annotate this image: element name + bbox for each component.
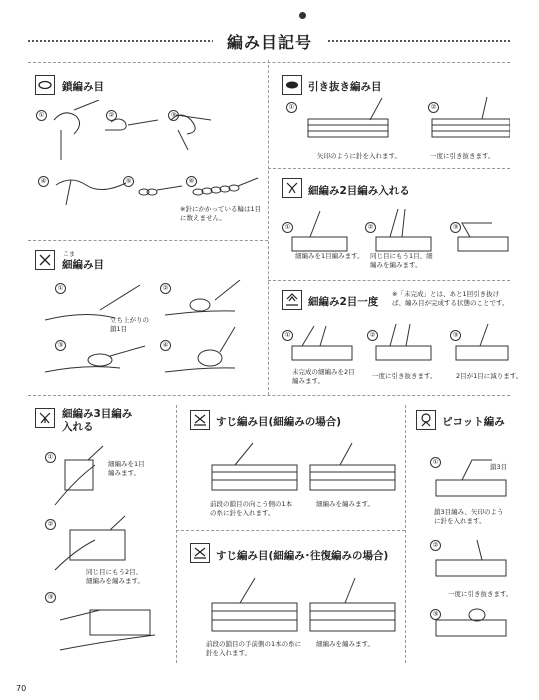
divider	[176, 405, 177, 663]
sc2inc-caption-2: 同じ目にもう1目、細編みを編みます。	[370, 252, 433, 269]
step-number: ③	[450, 222, 461, 233]
slip-title: 引き抜き編み目	[308, 81, 382, 93]
step-number: ①	[282, 222, 293, 233]
step-number: ③	[450, 330, 461, 341]
step-number: ②	[367, 330, 378, 341]
sc2inc-symbol-icon	[282, 178, 302, 198]
flo-illustration	[210, 440, 400, 495]
flo-rt-caption-1: 前段の鎖目の手前側の1本の糸に針を入れます。	[206, 640, 302, 657]
step-number: ①	[282, 330, 293, 341]
flo-rt-title: すじ編み目(細編み･往復編みの場合)	[216, 550, 389, 562]
sc-caption: 立ち上がりの鎖1目	[110, 316, 149, 333]
slip-caption-2: 一度に引き抜きます。	[430, 152, 495, 160]
flo-rt-caption-2: 細編みを編みます。	[316, 640, 374, 648]
step-number: ③	[45, 592, 56, 603]
sc3inc-caption-1: 細編みを1目編みます。	[108, 460, 145, 477]
step-number: ④	[160, 340, 171, 351]
step-number: ③	[55, 340, 66, 351]
page-marker-dot	[299, 12, 306, 19]
step-number: ②	[428, 102, 439, 113]
step-number: ①	[55, 283, 66, 294]
divider	[405, 405, 406, 663]
picot-caption-2: 一度に引き抜きます。	[448, 590, 513, 598]
step-number: ①	[36, 110, 47, 121]
step-number: ①	[45, 452, 56, 463]
chain-title: 鎖編み目	[62, 81, 104, 93]
sc3inc-symbol-icon	[35, 408, 55, 428]
divider	[28, 240, 268, 241]
divider	[268, 60, 269, 395]
sc2tog-caption-1: 未完成の細編みを2目編みます。	[292, 368, 355, 385]
flo-rt-illustration	[210, 575, 400, 635]
flo-caption-2: 細編みを編みます。	[316, 500, 374, 508]
divider	[268, 280, 510, 281]
divider	[176, 530, 405, 531]
step-number: ③	[168, 110, 179, 121]
step-number: ①	[286, 102, 297, 113]
sc2inc-caption-1: 細編みを1目編みます。	[295, 252, 364, 260]
sc3inc-title: 細編み3目編み入れる	[62, 408, 133, 433]
divider	[28, 62, 510, 63]
flo-title: すじ編み目(細編みの場合)	[216, 416, 342, 428]
step-number: ⑤	[123, 176, 134, 187]
sc-title: 細編み目	[62, 259, 104, 271]
slip-symbol-icon	[282, 75, 302, 95]
flo-caption-1: 前段の鎖目の向こう側の1本の糸に針を入れます。	[210, 500, 293, 517]
picot-label: 鎖3目	[490, 463, 508, 471]
sc2tog-illustration	[290, 320, 510, 365]
step-number: ④	[38, 176, 49, 187]
sc2tog-symbol-icon	[282, 290, 302, 310]
sc2tog-note: ※「未完成」とは、あと1回引き抜けば、編み目が完成する状態のことです。	[392, 290, 509, 307]
slip-caption-1: 矢印のように針を入れます。	[317, 152, 401, 160]
sc-symbol-icon	[35, 250, 55, 270]
sc3inc-caption-2: 同じ目にもう2目、細編みを編みます。	[86, 568, 144, 585]
picot-symbol-icon	[416, 410, 436, 430]
divider	[28, 395, 510, 396]
step-number: ②	[45, 519, 56, 530]
page-title: 編み目記号	[0, 30, 539, 53]
flo-rt-symbol-icon	[190, 543, 210, 563]
step-number: ②	[430, 540, 441, 551]
divider	[268, 168, 510, 169]
step-number: ②	[106, 110, 117, 121]
picot-illustration	[432, 450, 512, 640]
sc2tog-caption-2: 一度に引き抜きます。	[372, 372, 437, 380]
picot-caption-1: 鎖3目編み、矢印のように針を入れます。	[434, 508, 504, 525]
chain-symbol-icon	[35, 75, 55, 95]
page-number: 70	[16, 684, 27, 693]
chain-illustration	[46, 100, 266, 220]
step-number: ③	[430, 609, 441, 620]
sc2inc-title: 細編み2目編み入れる	[308, 185, 410, 197]
step-number: ②	[160, 283, 171, 294]
sc2inc-illustration	[290, 205, 510, 255]
slip-illustration	[300, 95, 510, 145]
chain-note: ※針にかかっている輪は1目に数えません。	[180, 205, 262, 222]
sc-ruby: こま	[63, 251, 76, 258]
sc2tog-title: 細編み2目一度	[308, 296, 379, 308]
step-number: ①	[430, 457, 441, 468]
flo-symbol-icon	[190, 410, 210, 430]
sc2tog-caption-3: 2目が1目に減ります。	[456, 372, 523, 380]
picot-title: ピコット編み	[442, 416, 505, 428]
step-number: ⑥	[186, 176, 197, 187]
step-number: ②	[365, 222, 376, 233]
